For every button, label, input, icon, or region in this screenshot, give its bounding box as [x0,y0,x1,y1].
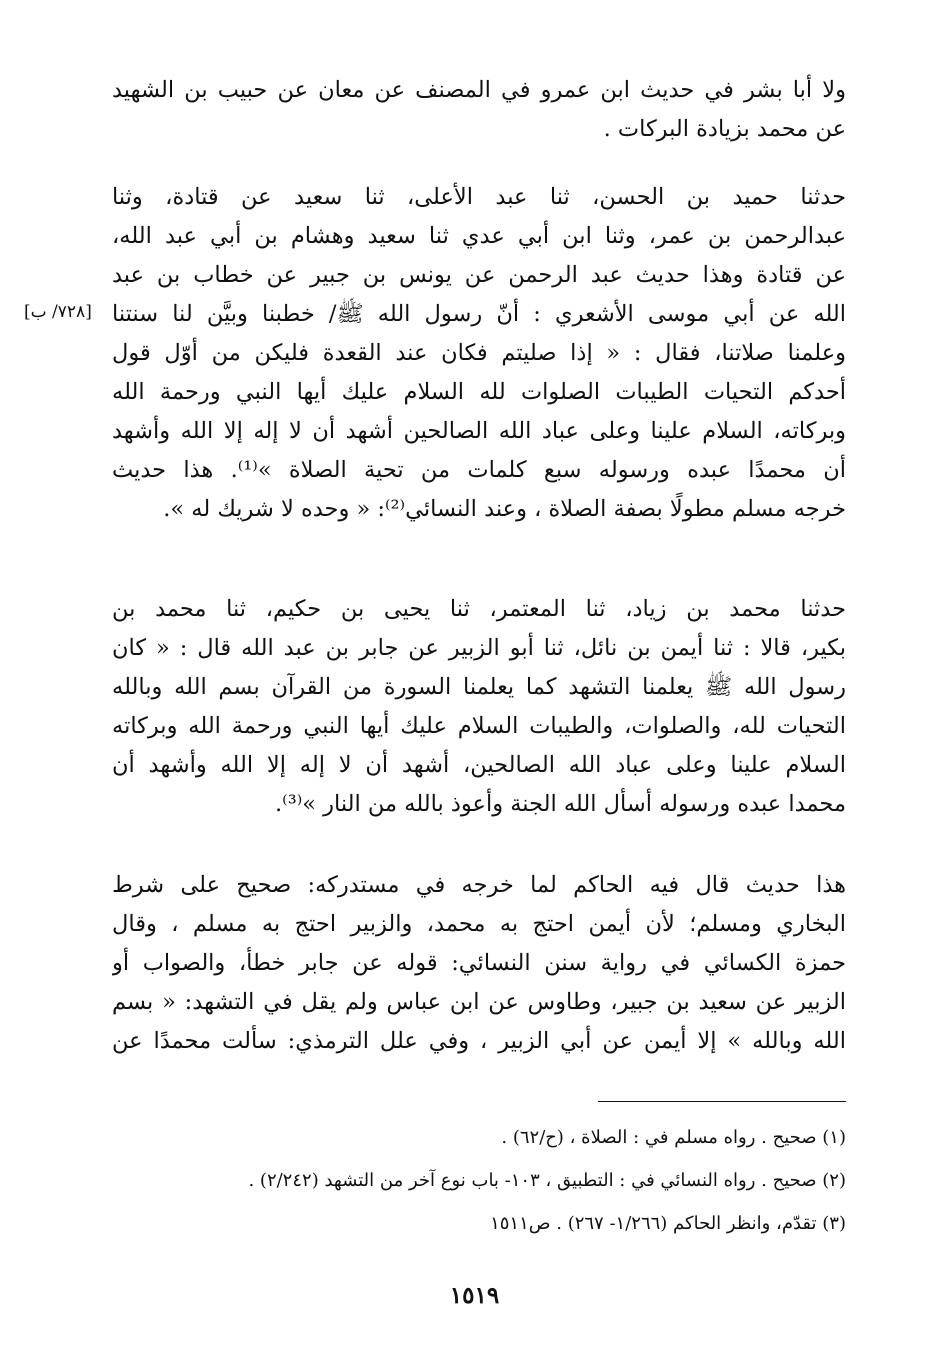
paragraph-1 [112,71,846,149]
text-line: الله عن أبي موسى الأشعري : أنّ رسول الله ﷺ/ خطبنا وبيَّن لنا سنتنا [112,301,846,327]
margin-folio-note: [٧٢٨/ ب] [24,302,92,322]
footnote-2: (٢) صحيح . رواه النسائي في : التطبيق ، ١٠٣- باب نوع آخر من التشهد (٢/٢٤٢) . [248,1170,846,1191]
page-number: ١٥١٩ [449,1282,500,1309]
footnote-3: (٣) تقدّم، وانظر الحاكم (١/٢٦٦- ٢٦٧) . ص١٥١١ [490,1213,846,1234]
text-line: السلام علينا وعلى عباد الله الصالحين، أشهد أن لا إله إلا الله وأشهد أن [112,752,846,778]
text-line: حدثنا محمد بن زياد، ثنا المعتمر، ثنا يحيى بن حكيم، ثنا محمد بن [112,596,846,622]
text-line: البخاري ومسلم؛ لأن أيمن احتج به محمد، والزبير احتج به مسلم ، وقال [112,911,846,937]
text-line: وبركاته، السلام علينا وعلى عباد الله الصالحين أشهد أن لا إله إلا الله وأشهد [112,418,846,444]
text-line: أن محمدًا عبده ورسوله سبع كلمات من تحية الصلاة »⁽¹⁾. هذا حديث [112,457,846,483]
text-line: بكير، قالا : ثنا أيمن بن نائل، ثنا أبو الزبير عن جابر بن عبد الله قال : « كان [112,635,846,661]
text-line: التحيات لله، والصلوات، والطيبات السلام عليك أيها النبي ورحمة الله وبركاته [112,713,846,739]
text-line: خرجه مسلم مطولًا بصفة الصلاة ، وعند النسائي⁽²⁾: « وحده لا شريك له ». [163,496,846,522]
text-line: عبدالرحمن بن عمر، وثنا ابن أبي عدي ثنا سعيد وهشام بن أبي عبد الله، [112,223,846,249]
paragraph-4 [112,866,846,1061]
text-line: الله وبالله » إلا أيمن عن أبي الزبير ، وفي علل الترمذي: سألت محمدًا عن [112,1028,846,1054]
text-line: أحدكم التحيات الطيبات الصلوات لله السلام عليك أيها النبي ورحمة الله [112,379,846,405]
text-line: ولا أبا بشر في حديث ابن عمرو في المصنف عن معان عن حبيب بن الشهيد [112,77,846,103]
text-line: وعلمنا صلاتنا، فقال : « إذا صليتم فكان عند القعدة فليكن من أوّل قول [112,340,846,366]
text-line: الزبير عن سعيد بن جبير، وطاوس عن ابن عباس ولم يقل في التشهد: « بسم [112,989,846,1015]
paragraph-2 [112,178,846,529]
footnotes [112,1116,846,1245]
footnote-separator [598,1101,846,1102]
paragraph-3 [112,590,846,824]
text-line: محمدا عبده ورسوله أسأل الله الجنة وأعوذ بالله من النار »⁽³⁾. [275,791,846,817]
footnote-1: (١) صحيح . رواه مسلم في : الصلاة ، (ح/٦٢) . [501,1127,846,1148]
text-line: حدثنا حميد بن الحسن، ثنا عبد الأعلى، ثنا سعيد عن قتادة، وثنا [112,184,846,210]
text-line: عن محمد بزيادة البركات . [603,116,846,142]
text-line: عن قتادة وهذا حديث عبد الرحمن عن يونس بن جبير عن خطاب بن عبد [112,262,846,288]
text-line: هذا حديث قال فيه الحاكم لما خرجه في مستدركه: صحيح على شرط [112,872,846,898]
text-line: رسول الله ﷺ يعلمنا التشهد كما يعلمنا السورة من القرآن بسم الله وبالله [112,674,846,700]
text-line: حمزة الكسائي في رواية سنن النسائي: قوله عن جابر خطأ، والصواب أو [112,950,846,976]
